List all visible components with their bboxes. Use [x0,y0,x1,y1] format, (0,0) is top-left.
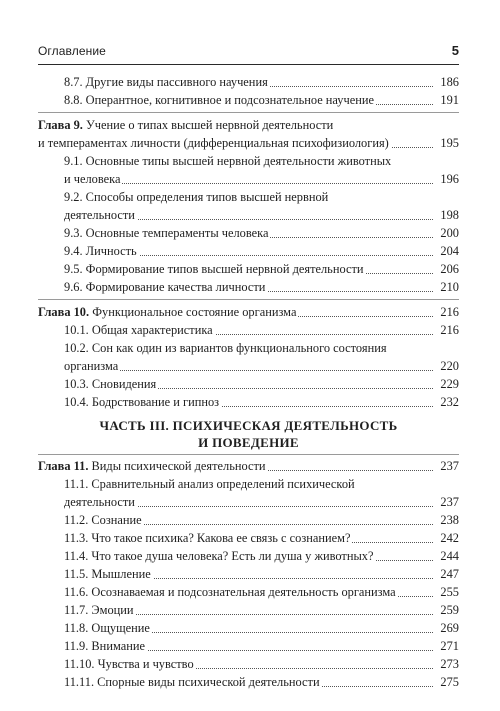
toc-entry-9-5 [64,260,459,278]
toc-entry-10-1 [64,321,459,339]
toc-entry-11-4 [64,547,459,565]
section-divider [38,112,459,113]
chapter-label: Глава 11. [38,459,89,473]
toc-entry-11-9 [64,637,459,655]
toc-entry-text: 9.6. Формирование качества личности [64,280,266,294]
toc-entry-page: 247 [437,565,459,583]
toc-entry-page: 216 [437,321,459,339]
toc-entry-chapter-11 [38,457,459,475]
toc-entry-text: 11.1. Сравнительный анализ определений психической [64,477,355,491]
chapter-label: Глава 10. [38,305,90,319]
chapter-title-continued: и темпераментах личности (дифференциальная психофизиология) [38,136,389,150]
header-rule [38,64,459,65]
toc-entry-11-5 [64,565,459,583]
toc-entry-page: 229 [437,375,459,393]
toc-entry-page: 237 [437,457,459,475]
toc-entry-10-4 [64,393,459,411]
toc-entry-text-continued: и человека [64,172,121,186]
toc-entry-text: 9.4. Личность [64,244,137,258]
toc-entry-text: 10.3. Сновидения [64,377,157,391]
toc-entry-page: 238 [437,511,459,529]
running-head-page-number: 5 [451,43,459,58]
toc-entry-page: 275 [437,673,459,691]
toc-entry-chapter-10 [38,303,459,321]
toc-entry-9-6 [64,278,459,296]
toc-entry-page: 273 [437,655,459,673]
toc-entry-page: 216 [437,303,459,321]
toc-entry-text: 11.8. Ощущение [64,621,150,635]
toc-entry-page: 259 [437,601,459,619]
toc-entry-11-10 [64,655,459,673]
toc-entry-text: 9.1. Основные типы высшей нервной деятельности животных [64,154,392,168]
toc-entry-8-7 [64,73,459,91]
toc-entry-text: 11.6. Осознаваемая и подсознательная деятельность организма [64,585,396,599]
toc-entry-text-continued: деятельности [64,208,135,222]
toc-entry-9-3 [64,224,459,242]
toc-entry-page: 237 [437,493,459,511]
toc-entry-page: 271 [437,637,459,655]
section-divider [38,299,459,300]
toc-entry-9-2 [64,206,459,224]
toc-entry-text: 10.2. Сон как один из вариантов функционального состояния [64,341,387,355]
toc-entry-text: 8.7. Другие виды пассивного научения [64,75,268,89]
toc-entry-text: 11.9. Внимание [64,639,145,653]
toc-entry-text: 11.10. Чувства и чувство [64,657,194,671]
toc-entry-text: 10.4. Бодрствование и гипноз [64,395,220,409]
toc-entry-text: 11.7. Эмоции [64,603,134,617]
chapter-label: Глава 9. [38,118,83,132]
toc-entry-9-1-line1 [64,152,459,170]
toc-entry-10-2 [64,357,459,375]
part-heading-line1: ЧАСТЬ III. ПСИХИЧЕСКАЯ ДЕЯТЕЛЬНОСТЬ [99,418,398,433]
toc-entry-10-2-line1 [64,339,459,357]
toc-entry-page: 191 [437,91,459,109]
chapter-title: Функциональное состояние организма [92,305,297,319]
toc-entry-page: 220 [437,357,459,375]
toc-entry-page: 269 [437,619,459,637]
toc-entry-page: 206 [437,260,459,278]
toc-entry-text: 11.5. Мышление [64,567,151,581]
toc-entry-page: 200 [437,224,459,242]
toc-entry-text: 11.3. Что такое психика? Какова ее связь с сознанием? [64,531,351,545]
toc-entry-9-1 [64,170,459,188]
toc-entry-text: 8.8. Оперантное, когнитивное и подсознательное научение [64,93,374,107]
toc-entry-text-continued: организма [64,359,119,373]
toc-entry-11-2 [64,511,459,529]
toc-entry-9-2-line1 [64,188,459,206]
toc-entry-11-3 [64,529,459,547]
toc-entry-11-1-line1 [64,475,459,493]
toc-entry-page: 204 [437,242,459,260]
chapter-title: Учение о типах высшей нервной деятельности [86,118,334,132]
toc-entry-9-4 [64,242,459,260]
toc-entry-text: 9.2. Способы определения типов высшей нервной [64,190,329,204]
toc-entry-10-3 [64,375,459,393]
toc-entry-11-11 [64,673,459,691]
toc-entry-text: 10.1. Общая характеристика [64,323,213,337]
toc-entry-text: 9.3. Основные темпераменты человека [64,226,269,240]
section-divider [38,454,459,455]
toc-entry-page: 195 [437,134,459,152]
toc-entry-11-1 [64,493,459,511]
toc-entry-page: 196 [437,170,459,188]
chapter-9-title-line1 [38,116,459,134]
toc-entry-page: 244 [437,547,459,565]
running-head [38,44,459,60]
toc-entry-text: 11.11. Спорные виды психической деятельности [64,675,320,689]
chapter-title: Виды психической деятельности [91,459,266,473]
toc-entry-page: 198 [437,206,459,224]
toc-entry-page: 232 [437,393,459,411]
toc-entry-11-8 [64,619,459,637]
toc-entry-8-8 [64,91,459,109]
toc-entry-text-continued: деятельности [64,495,135,509]
toc-entry-text: 11.2. Сознание [64,513,142,527]
toc-entry-page: 186 [437,73,459,91]
running-head-title: Оглавление [38,44,106,58]
toc-entry-11-6 [64,583,459,601]
toc-entry-page: 255 [437,583,459,601]
toc-entry-chapter-9 [38,134,459,152]
toc-entry-11-7 [64,601,459,619]
toc-entry-page: 242 [437,529,459,547]
toc-entry-page: 210 [437,278,459,296]
toc-entry-text: 11.4. Что такое душа человека? Есть ли душа у животных? [64,549,374,563]
part-heading-line2: И ПОВЕДЕНИЕ [198,435,299,450]
toc-entry-text: 9.5. Формирование типов высшей нервной деятельности [64,262,364,276]
part-3-heading [38,417,459,451]
